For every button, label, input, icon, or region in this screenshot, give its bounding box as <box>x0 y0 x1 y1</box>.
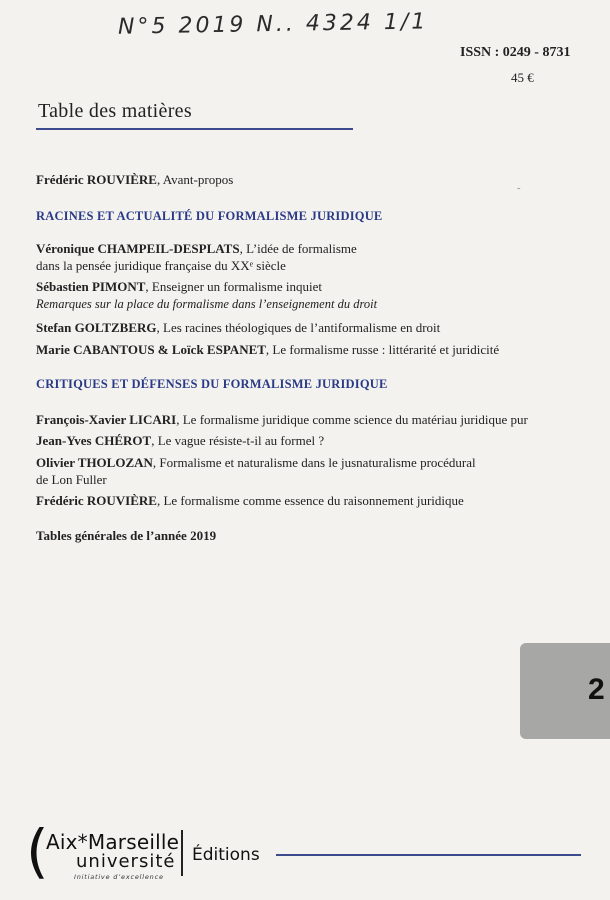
tables-generales: Tables générales de l’année 2019 <box>36 528 217 543</box>
author: Jean-Yves CHÉROT <box>36 433 152 448</box>
logo-line1: Aix*Marseille <box>46 830 180 854</box>
price: 45 € <box>511 70 534 85</box>
title: , L’idée de formalisme <box>239 241 357 256</box>
logo-line2: université <box>76 851 176 872</box>
toc-entry <box>36 432 324 449</box>
toc-entry-intro <box>36 171 233 188</box>
title: , Le formalisme comme essence du raisonnement juridique <box>156 493 464 508</box>
toc-entry <box>36 341 499 358</box>
handwritten-note: N°5 2019 N.. 4324 1/1 <box>117 9 429 40</box>
author: François-Xavier LICARI <box>36 412 177 427</box>
author: Véronique CHAMPEIL-DESPLATS <box>36 241 240 256</box>
issue-tab <box>520 643 610 739</box>
section-heading-1: RACINES ET ACTUALITÉ DU FORMALISME JURIDIQUE <box>36 209 383 223</box>
toc-entry <box>36 278 377 313</box>
title: , Avant-propos <box>156 172 234 187</box>
title-line2: de Lon Fuller <box>36 472 107 487</box>
toc-entry <box>36 411 528 428</box>
author: Sébastien PIMONT <box>36 279 146 294</box>
title: , Le formalisme russe : littérarité et juridicité <box>265 342 500 357</box>
logo-divider <box>181 830 183 876</box>
issn: ISSN : 0249 - 8731 <box>460 45 571 60</box>
toc-entry <box>36 240 357 274</box>
tab-label: 2 <box>588 673 605 706</box>
publisher-name: Éditions <box>192 845 260 865</box>
author: Olivier THOLOZAN <box>36 455 153 470</box>
section-heading-2: CRITIQUES ET DÉFENSES DU FORMALISME JURIDIQUE <box>36 377 388 391</box>
title-underline <box>36 128 353 130</box>
logo-parenthesis: ( <box>26 817 49 885</box>
author: Marie CABANTOUS & Loïck ESPANET <box>36 342 266 357</box>
toc-entry <box>36 319 440 336</box>
publisher-logo <box>26 817 586 885</box>
title: , Enseigner un formalisme inquiet <box>145 279 322 294</box>
title: , Formalisme et naturalisme dans le jusnaturalisme procédural <box>152 455 476 470</box>
mark: ˜ <box>517 187 521 198</box>
title: , Le formalisme juridique comme science du matériau juridique pur <box>176 412 528 427</box>
author: Frédéric ROUVIÈRE <box>36 172 157 187</box>
author: Stefan GOLTZBERG <box>36 320 157 335</box>
footer-rule <box>276 854 581 856</box>
subtitle: Remarques sur la place du formalisme dans l’enseignement du droit <box>36 297 378 311</box>
toc-entry <box>36 454 476 488</box>
title-line2: dans la pensée juridique française du XXᵉ siècle <box>36 258 286 273</box>
logo-tagline: Initiative d’excellence <box>74 873 164 881</box>
author: Frédéric ROUVIÈRE <box>36 493 157 508</box>
toc-entry <box>36 492 464 509</box>
title: , Le vague résiste-t-il au formel ? <box>151 433 325 448</box>
page-title: Table des matières <box>38 100 192 122</box>
title: , Les racines théologiques de l’antiformalisme en droit <box>156 320 441 335</box>
